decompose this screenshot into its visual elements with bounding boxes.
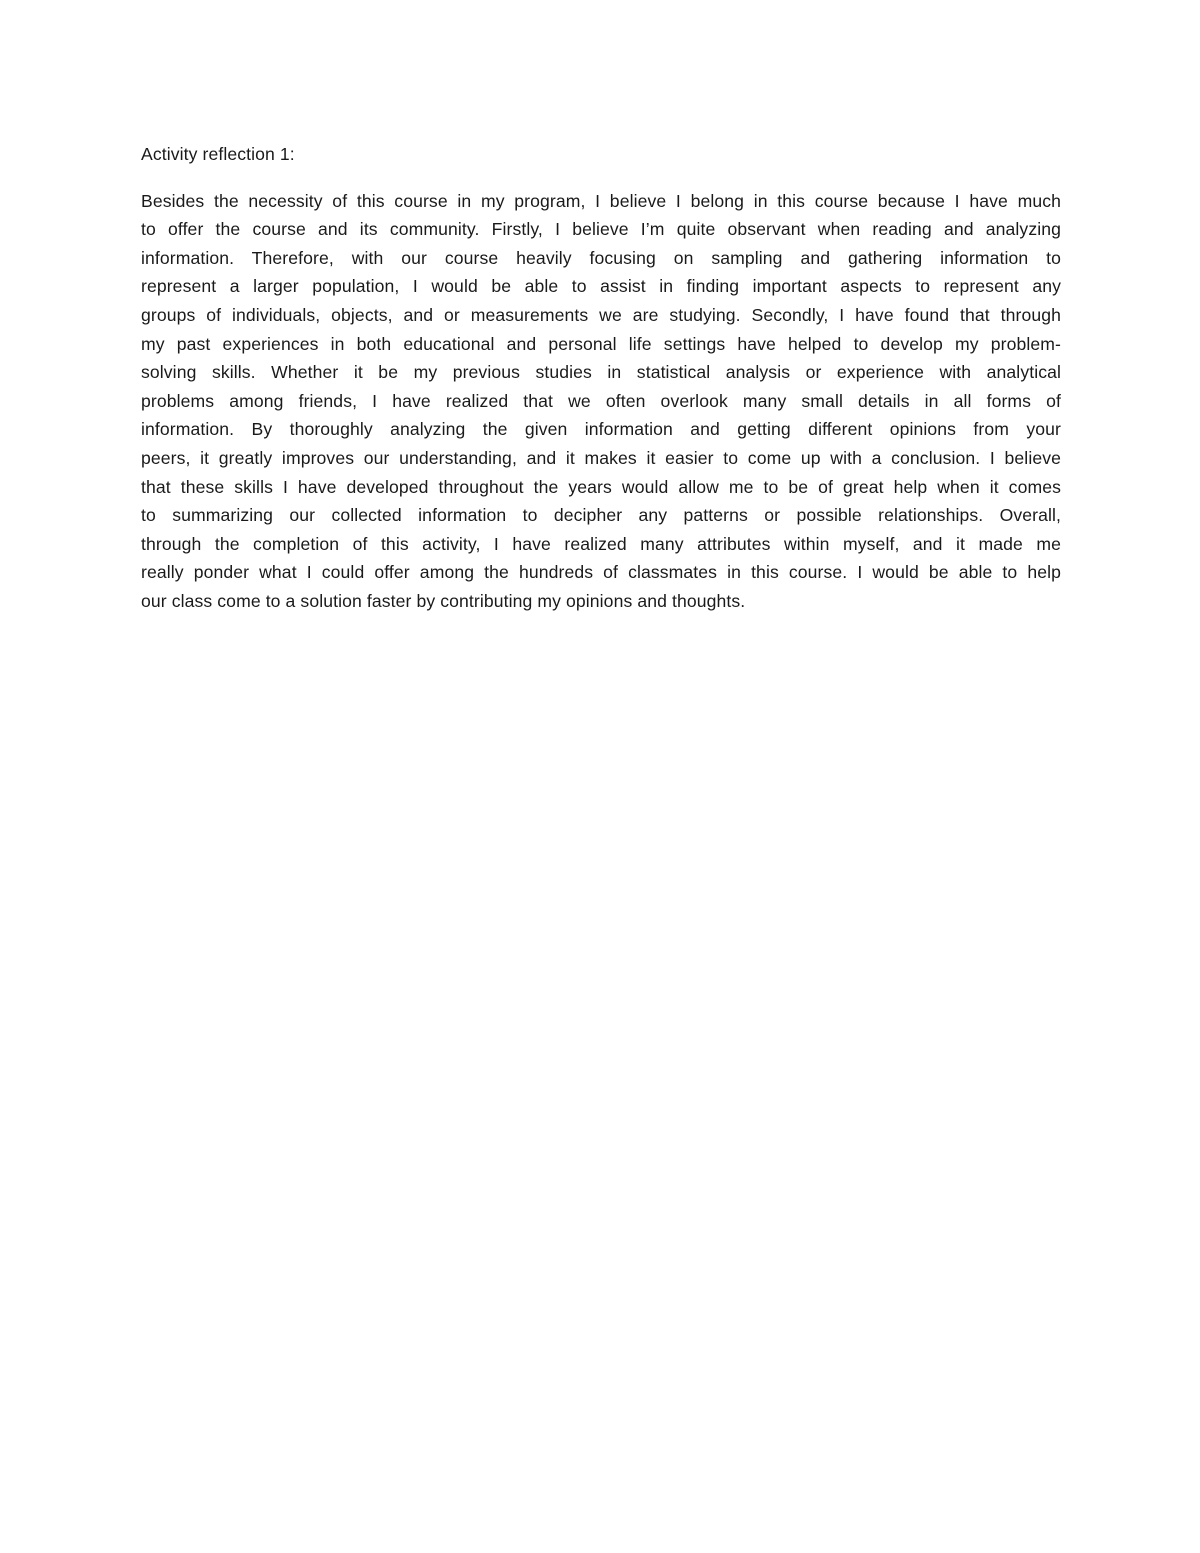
paragraph-line: represent a larger population, I would be able to assist in finding important aspects to represent any — [141, 276, 1061, 297]
paragraph-line: that these skills I have developed throughout the years would allow me to be of great help when it comes — [141, 476, 1061, 497]
paragraph-line: through the completion of this activity, I have realized many attributes within myself, and it made me — [141, 533, 1061, 554]
reflection-paragraph — [141, 187, 1061, 616]
paragraph-line: peers, it greatly improves our understanding, and it makes it easier to come up with a conclusion. I believe — [141, 447, 1061, 468]
paragraph-line: information. Therefore, with our course heavily focusing on sampling and gathering information to — [141, 247, 1061, 268]
paragraph-line: Besides the necessity of this course in my program, I believe I belong in this course because I have much — [141, 190, 1061, 211]
paragraph-line: groups of individuals, objects, and or measurements we are studying. Secondly, I have found that through — [141, 304, 1061, 325]
paragraph-line: really ponder what I could offer among the hundreds of classmates in this course. I would be able to help — [141, 562, 1061, 583]
paragraph-line: problems among friends, I have realized that we often overlook many small details in all forms of — [141, 390, 1061, 411]
paragraph-line: to offer the course and its community. Firstly, I believe I’m quite observant when reading and analyzing — [141, 219, 1061, 240]
paragraph-line: solving skills. Whether it be my previous studies in statistical analysis or experience with analytical — [141, 362, 1061, 383]
paragraph-line: to summarizing our collected information to decipher any patterns or possible relationships. Overall, — [141, 505, 1061, 526]
document-heading: Activity reflection 1: — [141, 144, 295, 164]
paragraph-line: my past experiences in both educational and personal life settings have helped to develop my problem- — [141, 333, 1061, 354]
document-body — [141, 140, 1061, 616]
paragraph-line: information. By thoroughly analyzing the given information and getting different opinions from your — [141, 419, 1061, 440]
paragraph-line: our class come to a solution faster by contributing my opinions and thoughts. — [141, 590, 746, 611]
